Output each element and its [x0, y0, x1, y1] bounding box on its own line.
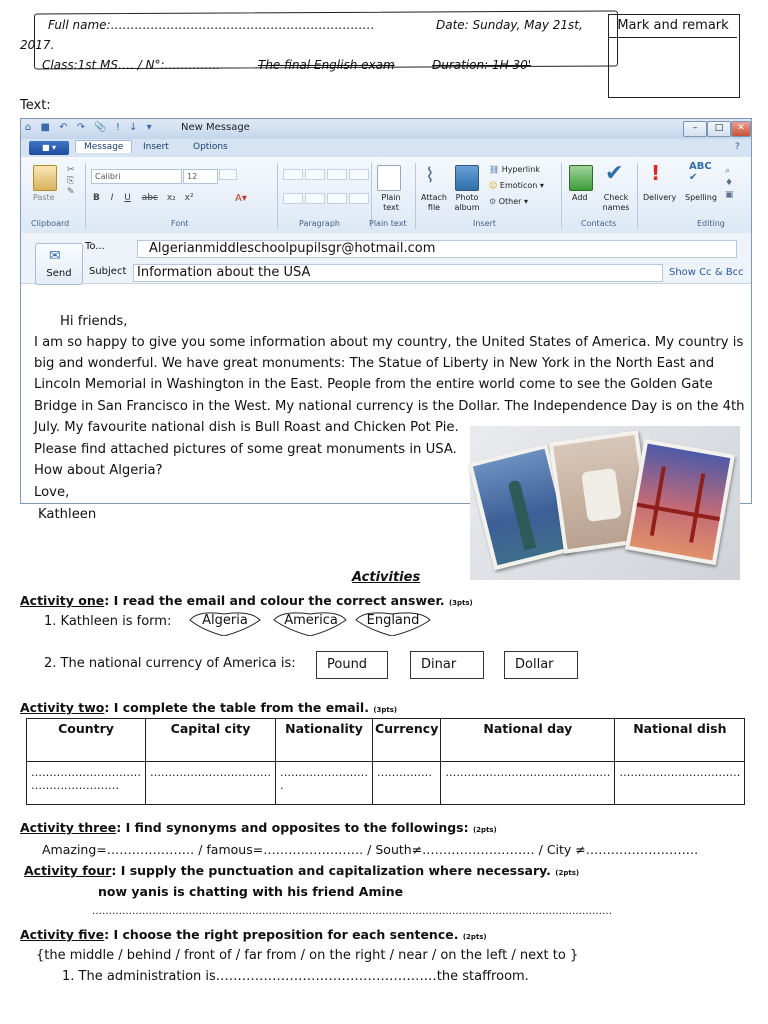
cut-copy-icons[interactable]: ✂ ⎘ ✎ — [67, 165, 75, 197]
format-buttons[interactable] — [93, 193, 194, 203]
full-name-field: Full name:………………………………………………………… — [48, 18, 375, 32]
hyperlink-button[interactable] — [489, 165, 540, 174]
tab-message[interactable]: Message — [75, 140, 132, 153]
send-icon: ✉ — [49, 248, 61, 264]
font-name-select[interactable]: Calibri — [91, 169, 182, 184]
window-title: New Message — [181, 122, 250, 133]
blank-national-day[interactable]: ……………………………………… — [441, 762, 615, 805]
activities-title: Activities — [352, 570, 421, 585]
emoticon-label: Emoticon ▾ — [499, 181, 544, 190]
photo-album-icon[interactable] — [455, 165, 479, 191]
strikethrough-button[interactable]: abc — [141, 193, 158, 203]
email-line: Lincoln Memorial in Washington in the East. People from the entire world come to see the Golden Gate — [34, 377, 713, 392]
activity-four-title: : I supply the punctuation and capitalization where necessary. — [111, 863, 551, 878]
col-national-dish: National dish — [615, 719, 745, 762]
address-area — [21, 233, 751, 284]
option-america[interactable]: America — [284, 613, 338, 628]
email-line: July. My favourite national dish is Bull Roast and Chicken Pot Pie. — [34, 420, 459, 435]
question-1: 1. Kathleen is form: — [44, 614, 172, 629]
activity-three-points: (2pts) — [472, 826, 497, 834]
underline-button[interactable]: U — [124, 193, 131, 203]
group-editing: Editing — [697, 219, 725, 228]
activity-two-points: (3pts) — [373, 706, 398, 714]
delivery-label[interactable]: Delivery — [643, 193, 677, 202]
photo-album-label[interactable]: Photo album — [454, 193, 480, 212]
check-names-icon[interactable]: ✔ — [605, 161, 624, 186]
lincoln-shape — [581, 468, 622, 522]
activity-five-title: : I choose the right preposition for each sentence. — [104, 927, 459, 942]
email-signature: Kathleen — [38, 507, 97, 522]
tab-insert[interactable]: Insert — [143, 142, 169, 152]
golden-gate-photo — [625, 439, 735, 565]
other-button[interactable] — [489, 197, 528, 206]
align-left-button[interactable] — [283, 193, 303, 204]
activity-four-heading — [24, 863, 579, 878]
option-dollar[interactable]: Dollar — [504, 651, 578, 679]
mark-box — [608, 14, 740, 98]
group-font: Font — [171, 219, 189, 228]
exam-duration: Duration: 1H 30' — [432, 58, 532, 72]
align-center-button[interactable] — [305, 193, 325, 204]
attach-file-label[interactable]: Attach file — [421, 193, 447, 212]
option-algeria[interactable]: Algeria — [202, 613, 248, 628]
col-capital-city: Capital city — [146, 719, 276, 762]
file-menu-button[interactable]: ■ ▾ — [29, 141, 69, 155]
table-row — [27, 762, 745, 805]
spelling-icon[interactable]: ABC ✔ — [689, 161, 712, 183]
separator — [637, 163, 638, 229]
bridge-tower — [650, 466, 666, 536]
plain-text-icon[interactable] — [377, 165, 401, 191]
maximize-button[interactable]: □ — [707, 121, 731, 137]
ribbon-tabs — [21, 139, 751, 158]
activity-four-label: Activity four — [24, 863, 112, 878]
text-label: Text: — [20, 98, 51, 113]
add-contact-icon[interactable] — [569, 165, 593, 191]
send-label: Send — [46, 268, 72, 279]
minimize-button[interactable]: – — [683, 121, 707, 137]
show-cc-bcc-link[interactable]: Show Cc & Bcc — [669, 267, 744, 278]
group-clipboard: Clipboard — [31, 219, 70, 228]
separator — [85, 163, 86, 229]
activity-five-label: Activity five — [20, 927, 105, 942]
synonyms-line[interactable]: Amazing=………………… / famous=…………………… / South≠……………………… / City ≠……………………… — [42, 842, 699, 857]
activity-one-label: Activity one — [20, 593, 105, 608]
blank-capital-city[interactable]: …………………………… — [146, 762, 276, 805]
spelling-label[interactable]: Spelling — [685, 193, 717, 202]
indent-button[interactable] — [327, 169, 347, 180]
subject-value: Information about the USA — [137, 265, 311, 280]
superscript-button[interactable]: x² — [184, 193, 194, 203]
col-nationality: Nationality — [276, 719, 373, 762]
title-bar — [21, 119, 751, 140]
activity-one-heading — [20, 593, 473, 608]
close-button[interactable]: ✕ — [731, 121, 751, 137]
col-currency: Currency — [373, 719, 441, 762]
col-national-day: National day — [441, 719, 615, 762]
activity-three-heading — [20, 820, 497, 835]
preposition-options: {the middle / behind / front of / far from / on the right / near / on the left / next to } — [36, 948, 579, 963]
other-label: Other ▾ — [498, 197, 528, 206]
activity-one-title: : I read the email and colour the correct answer. — [104, 593, 445, 608]
email-line: I am so happy to give you some information about my country, the United States of America. My country is — [34, 335, 744, 350]
punctuation-answer-blank[interactable]: ………………………………………………………………………………………………………………………………………… — [92, 906, 612, 917]
exam-year: 2017. — [20, 38, 55, 52]
monument-photos — [470, 426, 740, 580]
quick-access-toolbar[interactable]: ⌂ ■ ↶ ↷ 📎 ! ↓ ▾ — [25, 122, 155, 133]
activity-five-points: (2pts) — [462, 933, 487, 941]
activity-three-title: : I find synonyms and opposites to the followings: — [116, 820, 469, 835]
align-right-button[interactable] — [327, 193, 347, 204]
justify-button[interactable] — [349, 193, 369, 204]
importance-icon[interactable]: ! — [651, 161, 661, 185]
blank-nationality[interactable]: …………………… . — [276, 762, 373, 805]
activity-two-title: : I complete the table from the email. — [104, 700, 369, 715]
email-line: Please find attached pictures of some great monuments in USA. — [34, 442, 457, 457]
font-size-select[interactable]: 12 — [183, 169, 218, 184]
email-line: How about Algeria? — [34, 463, 163, 478]
bold-button[interactable]: B — [93, 193, 100, 203]
option-pound[interactable]: Pound — [316, 651, 388, 679]
other-icon: ⚙ — [489, 197, 499, 206]
font-color-icon[interactable]: A▾ — [235, 193, 247, 204]
exam-title: The final English exam — [258, 58, 395, 72]
to-value: Algerianmiddleschoolpupilsgr@hotmail.com — [149, 241, 436, 256]
email-line: big and wonderful. We have great monuments: The Statue of Liberty in New York in the North East and — [34, 356, 715, 371]
hyperlink-icon: ⛓ — [489, 165, 502, 174]
activity-four-points: (2pts) — [555, 869, 580, 877]
activity-three-label: Activity three — [20, 820, 117, 835]
to-button[interactable]: To... — [85, 241, 105, 252]
group-plain-text: Plain text — [369, 219, 407, 228]
group-insert: Insert — [473, 219, 496, 228]
plain-text-label: Plain text — [381, 193, 401, 212]
tab-options[interactable]: Options — [193, 142, 228, 152]
activity-two-heading — [20, 700, 397, 715]
subscript-button[interactable]: x₂ — [166, 193, 176, 203]
check-names-label[interactable]: Check names — [602, 193, 630, 212]
question-2: 2. The national currency of America is: — [44, 656, 296, 671]
col-country: Country — [27, 719, 146, 762]
send-button[interactable] — [35, 243, 83, 285]
group-paragraph: Paragraph — [299, 219, 340, 228]
email-line: Love, — [34, 485, 70, 500]
emoticon-button[interactable] — [489, 181, 544, 190]
preposition-question-1[interactable]: 1. The administration is……………………………………………the staffroom. — [62, 969, 529, 984]
option-dinar[interactable]: Dinar — [410, 651, 484, 679]
hyperlink-label: Hyperlink — [501, 165, 540, 174]
emoticon-icon: ☺ — [489, 181, 500, 190]
info-table — [26, 718, 745, 805]
italic-button[interactable]: I — [110, 193, 114, 203]
bullets-button[interactable] — [283, 169, 303, 180]
activity-one-points: (3pts) — [448, 599, 473, 607]
bridge-deck — [637, 503, 720, 522]
class-field: Class:1st MS…. / N°:………….. — [42, 58, 221, 72]
bridge-tower — [689, 473, 705, 543]
blank-national-dish[interactable]: …………………………… — [615, 762, 745, 805]
punctuation-sentence: now yanis is chatting with his friend Amine — [98, 884, 404, 899]
table-header-row — [27, 719, 745, 762]
separator — [561, 163, 562, 229]
paste-icon[interactable] — [33, 165, 57, 191]
paste-label: Paste — [33, 193, 55, 202]
blank-country[interactable]: ………………………… …………………… — [27, 762, 146, 805]
paperclip-icon[interactable]: ⌇ — [425, 163, 435, 187]
email-line: Bridge in San Francisco in the West. My national currency is the Dollar. The Independence Day is on the 4th — [34, 399, 745, 414]
add-label[interactable]: Add — [572, 193, 588, 202]
ribbon — [21, 157, 751, 234]
numbering-button[interactable] — [305, 169, 325, 180]
separator — [415, 163, 416, 229]
separator — [277, 163, 278, 229]
help-icon[interactable]: ? — [735, 142, 740, 152]
activity-two-label: Activity two — [20, 700, 105, 715]
grow-font-button[interactable] — [219, 169, 237, 180]
outdent-button[interactable] — [349, 169, 369, 180]
statue-shape — [508, 480, 537, 551]
option-england[interactable]: England — [366, 613, 420, 628]
subject-label: Subject — [89, 266, 127, 277]
exam-date: Date: Sunday, May 21st, — [436, 18, 583, 32]
group-contacts: Contacts — [581, 219, 617, 228]
find-icon[interactable]: ⌕ ♦ ▣ — [725, 166, 734, 200]
blank-currency[interactable]: …………… — [373, 762, 441, 805]
email-greeting: Hi friends, — [60, 314, 128, 329]
activity-five-heading — [20, 927, 487, 942]
mark-label: Mark and remark — [609, 15, 737, 38]
